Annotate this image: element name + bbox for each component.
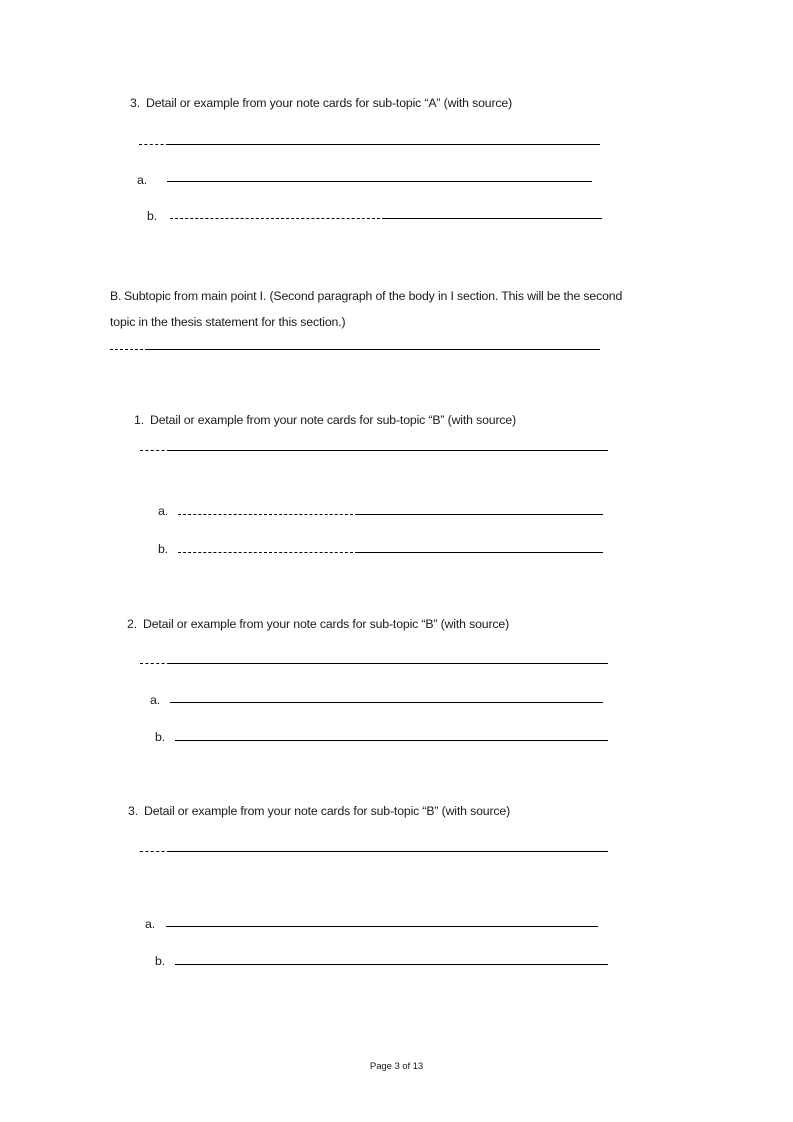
sub-marker-a3-a: a. [137, 173, 147, 187]
list-marker-b3: 3. [128, 804, 138, 818]
rule-solid-segment [175, 740, 608, 741]
list-text-b1: Detail or example from your note cards for sub-topic “B” (with source) [150, 413, 517, 427]
list-marker-b2: 2. [127, 617, 137, 631]
rule-solid-segment [169, 144, 600, 145]
sub-marker-b1-a: a. [158, 504, 168, 518]
sub-marker-b3-a: a. [145, 917, 155, 931]
rule-dash-segment [140, 851, 170, 852]
answer-rule-b1-b[interactable] [178, 552, 603, 554]
list-text-b3: Detail or example from your note cards for sub-topic “B” (with source) [144, 804, 511, 818]
rule-solid-segment [170, 663, 608, 664]
answer-rule-a3[interactable] [139, 144, 600, 146]
subtopic-b-line1: Subtopic from main point I. (Second paragraph of the body in I section. This will be the second [124, 289, 623, 303]
sub-marker-a3-b: b. [147, 209, 157, 223]
rule-solid-segment [148, 349, 600, 350]
rule-dash-segment [140, 663, 170, 664]
rule-solid-segment [170, 450, 608, 451]
rule-dash-segment [140, 450, 170, 451]
rule-solid-segment [175, 964, 608, 965]
answer-rule-a3-b[interactable] [170, 218, 602, 220]
rule-solid-segment [385, 218, 602, 219]
answer-rule-subtopic-b[interactable] [110, 349, 600, 351]
answer-rule-b2-b[interactable] [175, 740, 608, 742]
list-marker-a3: 3. [130, 96, 140, 110]
rule-dash-segment [110, 349, 148, 350]
rule-dash-segment [139, 144, 169, 145]
answer-rule-b1[interactable] [140, 450, 608, 452]
sub-marker-b1-b: b. [158, 542, 168, 556]
list-text-b2: Detail or example from your note cards for sub-topic “B” (with source) [143, 617, 510, 631]
sub-marker-b3-b: b. [155, 954, 165, 968]
rule-solid-segment [170, 702, 603, 703]
subtopic-b-marker: B. [110, 289, 122, 303]
answer-rule-b1-a[interactable] [178, 514, 603, 516]
rule-solid-segment [170, 851, 608, 852]
subtopic-b-line2: topic in the thesis statement for this section.) [110, 315, 346, 329]
sub-marker-b2-a: a. [150, 693, 160, 707]
rule-dash-segment [178, 514, 358, 515]
answer-rule-b2-a[interactable] [170, 702, 603, 704]
list-marker-b1: 1. [134, 413, 144, 427]
sub-marker-b2-b: b. [155, 730, 165, 744]
rule-solid-segment [358, 514, 603, 515]
rule-solid-segment [166, 926, 598, 927]
answer-rule-a3-a[interactable] [167, 181, 592, 183]
page-footer: Page 3 of 13 [369, 1061, 424, 1072]
rule-solid-segment [358, 552, 603, 553]
answer-rule-b3[interactable] [140, 851, 608, 853]
answer-rule-b3-a[interactable] [166, 926, 598, 928]
list-text-a3: Detail or example from your note cards for sub-topic “A” (with source) [146, 96, 513, 110]
answer-rule-b2[interactable] [140, 663, 608, 665]
rule-dash-segment [170, 218, 385, 219]
answer-rule-b3-b[interactable] [175, 964, 608, 966]
rule-solid-segment [167, 181, 592, 182]
rule-dash-segment [178, 552, 358, 553]
